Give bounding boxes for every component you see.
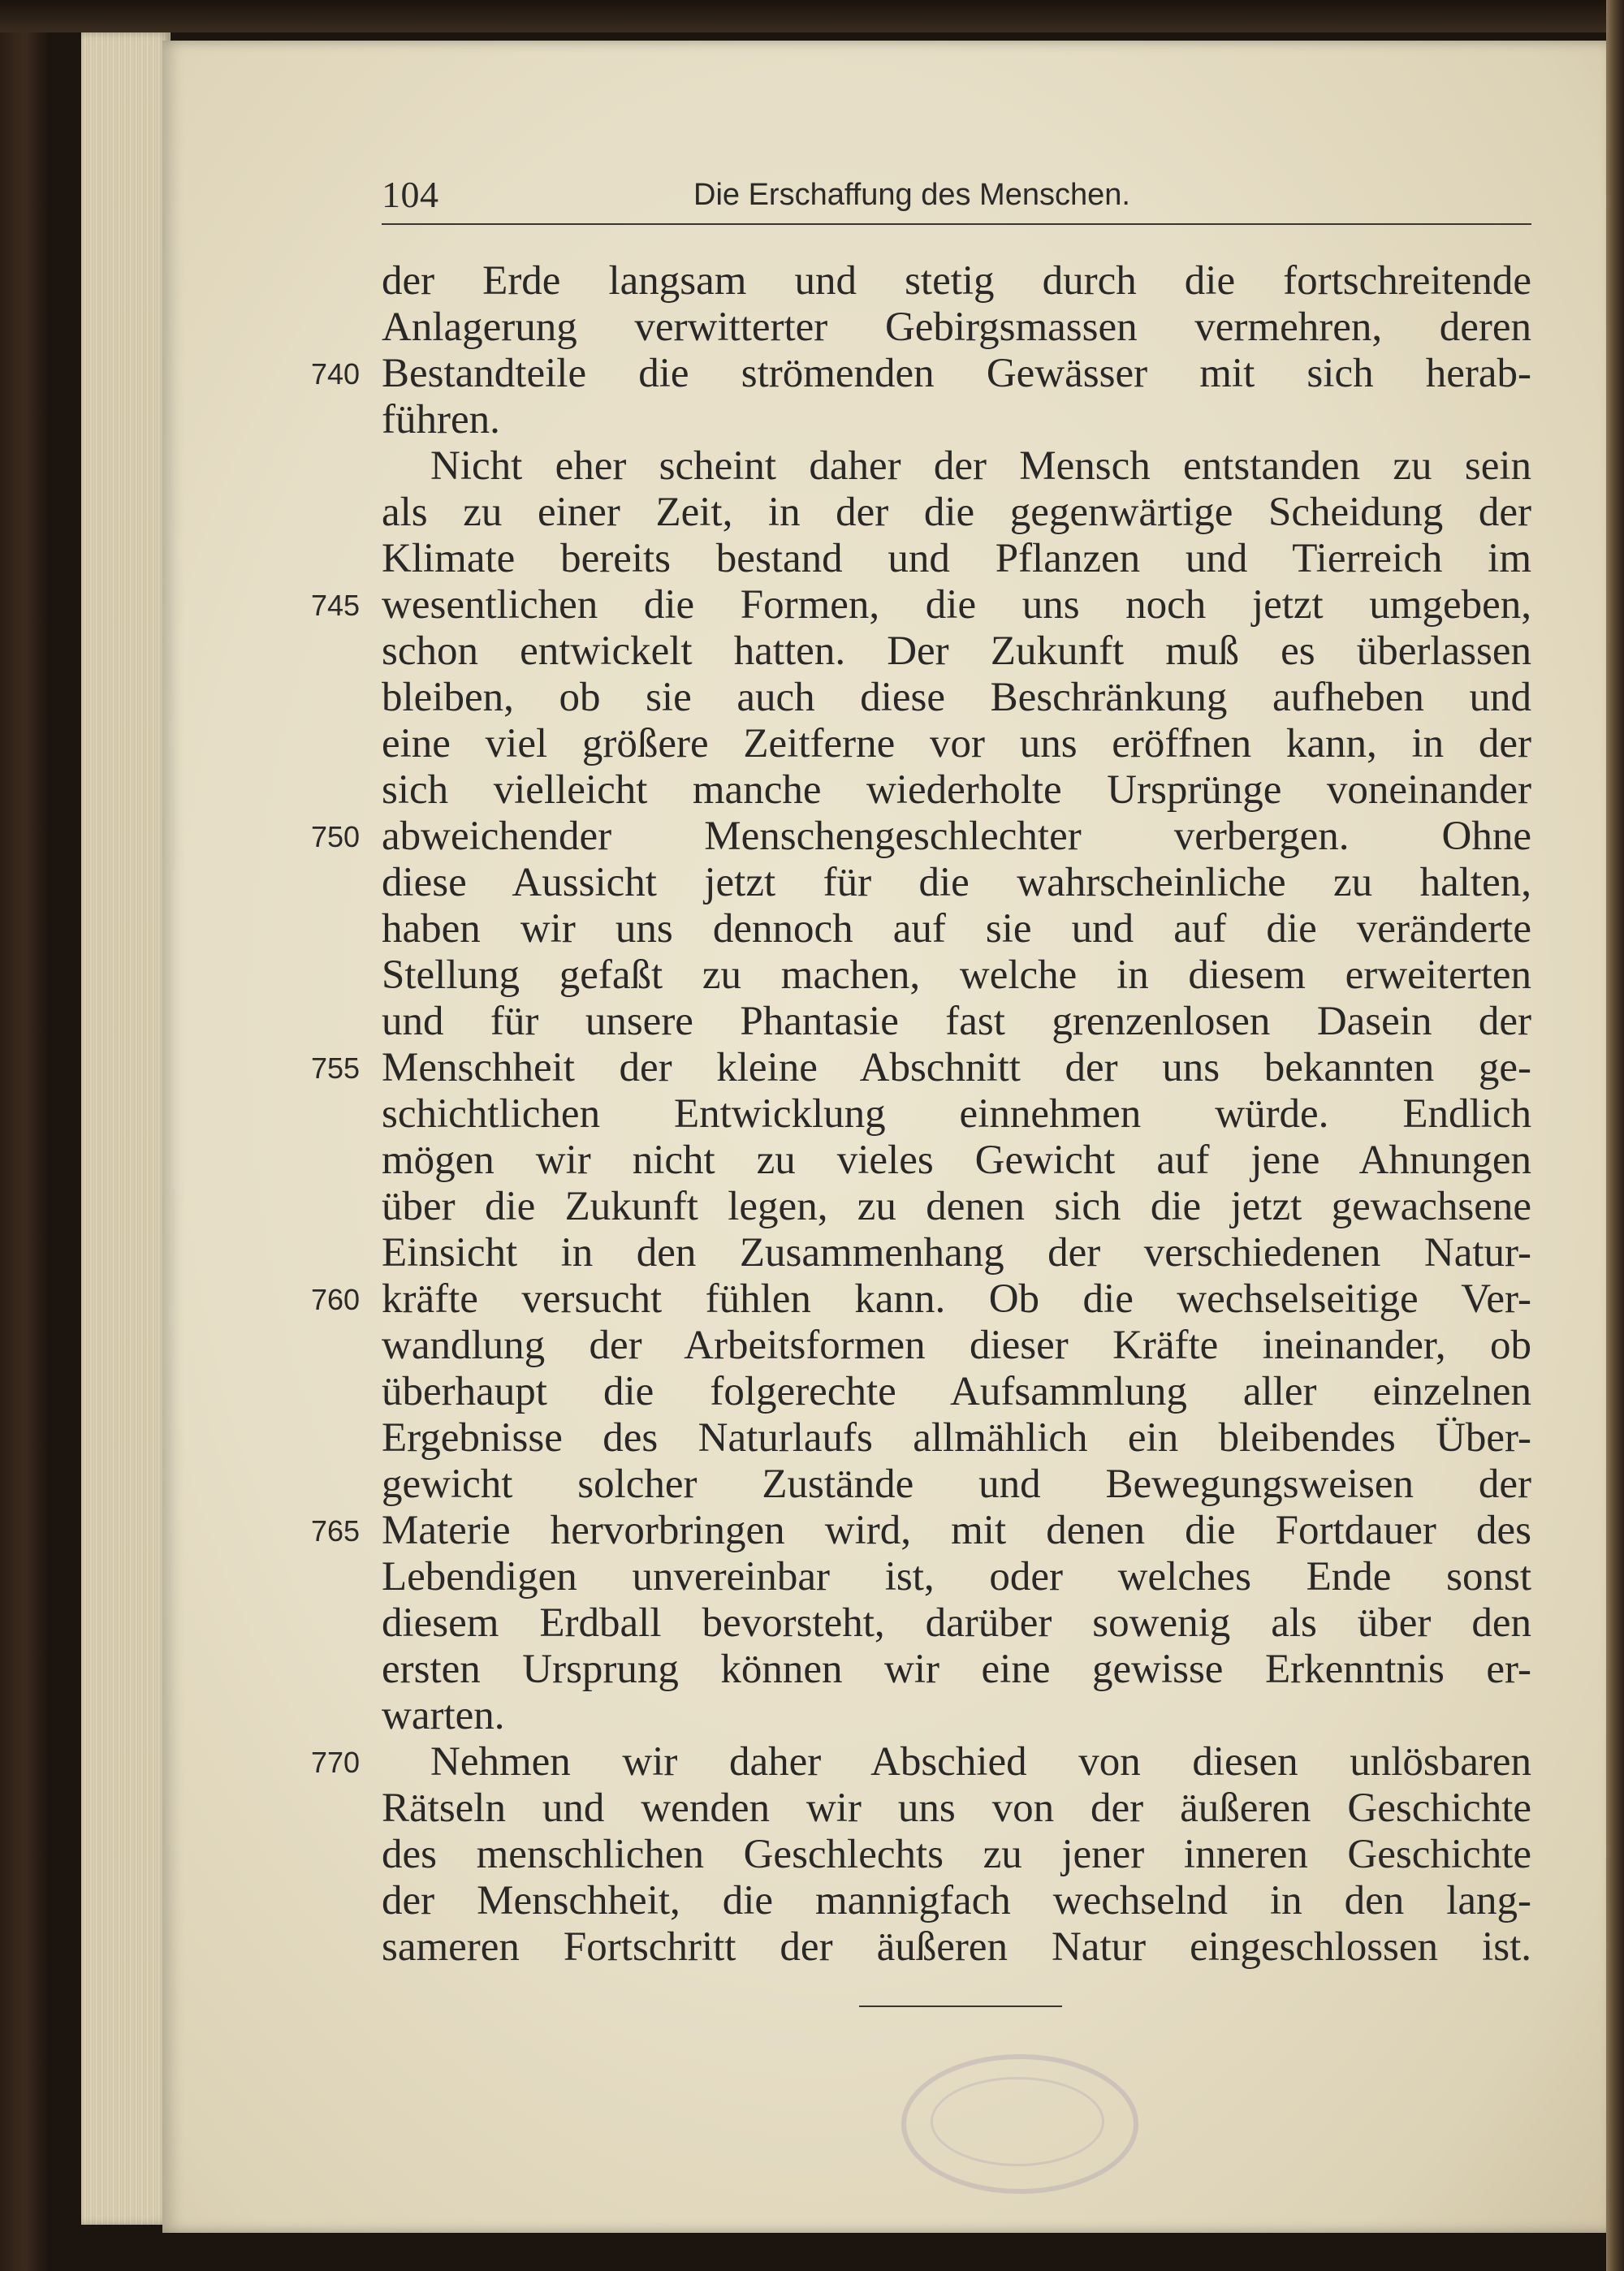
text-line: Nehmen wir daher Abschied von diesen unlösbaren [430,1739,1531,1785]
page-number: 104 [382,174,439,215]
text-line: sameren Fortschritt der äußeren Natur eingeschlossen ist. [382,1924,1531,1970]
text-line: ersten Ursprung können wir eine gewisse Erkenntnis er- [382,1647,1531,1692]
page-stack-edge [81,32,171,2225]
text-line: Bestandteile die strömenden Gewässer mit sich herab- [382,351,1531,396]
text-line: und für unsere Phantasie fast grenzenlosen Dasein der [382,999,1531,1044]
text-line: sich vielleicht manche wiederholte Ursprünge voneinander [382,767,1531,813]
text-line: Menschheit der kleine Abschnitt der uns bekannten ge- [382,1045,1531,1090]
running-title: Die Erschaffung des Menschen. [693,178,1130,212]
line-number: 770 [311,1746,361,1779]
text-line: diese Aussicht jetzt für die wahrscheinliche zu halten, [382,860,1531,905]
line-number: 750 [311,820,361,853]
line-number: 765 [311,1514,361,1548]
book-right-edge [1606,0,1624,2271]
page-header [382,166,1531,225]
library-stamp [901,2054,1138,2194]
book-top-edge [0,0,1624,32]
text-line: wesentlichen die Formen, die uns noch jetzt umgeben, [382,582,1531,628]
text-line: des menschlichen Geschlechts zu jener inneren Geschichte [382,1832,1531,1877]
text-line: Klimate bereits bestand und Pflanzen und Tierreich im [382,536,1531,581]
text-line: Nicht eher scheint daher der Mensch entstanden zu sein [430,443,1531,489]
line-number: 760 [311,1283,361,1316]
text-line: Anlagerung verwitterter Gebirgsmassen vermehren, deren [382,304,1531,350]
text-line: Materie hervorbringen wird, mit denen die Fortdauer des [382,1508,1531,1553]
line-number: 745 [311,589,361,622]
text-line: wandlung der Arbeitsformen dieser Kräfte ineinander, ob [382,1323,1531,1368]
text-line: abweichender Menschengeschlechter verbergen. Ohne [382,814,1531,859]
text-line: überhaupt die folgerechte Aufsammlung aller einzelnen [382,1369,1531,1414]
library-stamp-inner-ring [931,2077,1104,2166]
text-line: warten. [382,1693,505,1738]
text-line: eine viel größere Zeitferne vor uns eröffnen kann, in der [382,721,1531,766]
text-line: der Menschheit, die mannigfach wechselnd in den lang- [382,1878,1531,1923]
text-line: Rätseln und wenden wir uns von der äußeren Geschichte [382,1785,1531,1831]
body-text [382,258,1531,1971]
text-line: führen. [382,397,500,443]
text-line: Lebendigen unvereinbar ist, oder welches Ende sonst [382,1554,1531,1600]
line-number: 740 [311,357,361,391]
text-line: der Erde langsam und stetig durch die fortschreitende [382,258,1531,304]
text-line: gewicht solcher Zustände und Bewegungsweisen der [382,1461,1531,1507]
text-line: haben wir uns dennoch auf sie und auf die veränderte [382,906,1531,952]
text-line: bleiben, ob sie auch diese Beschränkung aufheben und [382,675,1531,720]
text-line: kräfte versucht fühlen kann. Ob die wechselseitige Ver- [382,1276,1531,1322]
text-line: diesem Erdball bevorsteht, darüber sowenig als über den [382,1600,1531,1646]
text-line: Ergebnisse des Naturlaufs allmählich ein bleibendes Über- [382,1415,1531,1461]
section-end-rule [859,2005,1062,2007]
text-line: als zu einer Zeit, in der die gegenwärtige Scheidung der [382,490,1531,535]
text-line: schichtlichen Entwicklung einnehmen würde. Endlich [382,1091,1531,1137]
text-line: über die Zukunft legen, zu denen sich die jetzt gewachsene [382,1184,1531,1229]
text-line: Einsicht in den Zusammenhang der verschiedenen Natur- [382,1230,1531,1276]
text-line: Stellung gefaßt zu machen, welche in diesem erweiterten [382,952,1531,998]
text-line: mögen wir nicht zu vieles Gewicht auf jene Ahnungen [382,1138,1531,1183]
text-line: schon entwickelt hatten. Der Zukunft muß es überlassen [382,628,1531,674]
line-number: 755 [311,1051,361,1085]
